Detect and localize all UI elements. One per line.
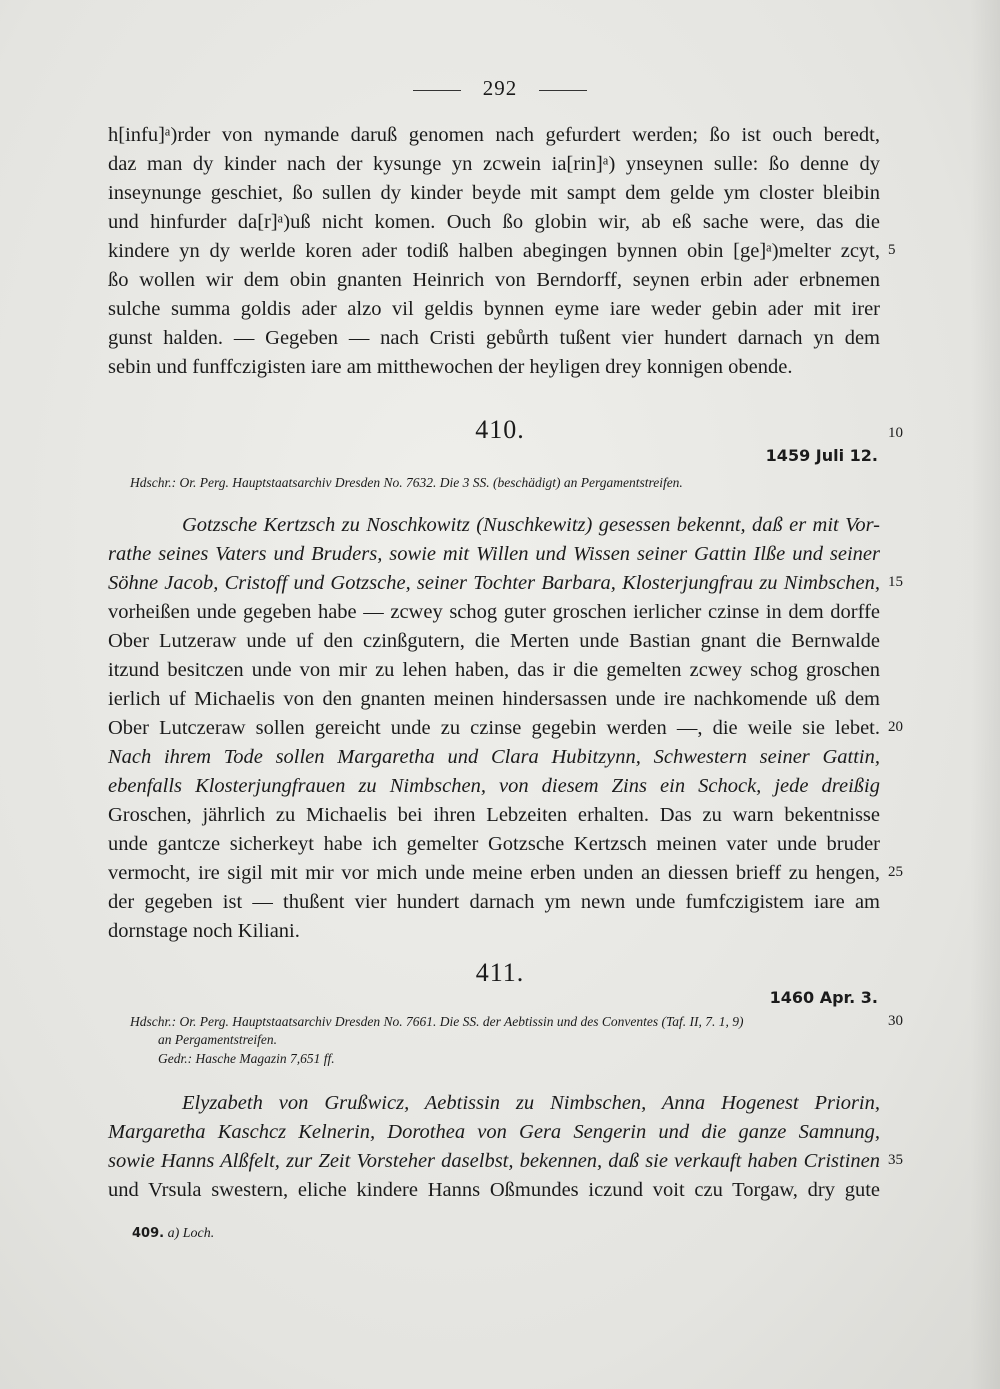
document-number: 410.	[475, 415, 525, 444]
text-line: daz man dy kinder nach der kysunge yn zcwein ia[rin]ᵃ) ynseynen sulle: ßo denne dy	[108, 153, 880, 175]
text-line: gunst halden. — Gegeben — nach Cristi gebůrth tußent vier hundert darnach yn dem	[108, 327, 880, 349]
document-date: 1459 Juli 12.	[765, 446, 878, 465]
text-line: und Vrsula swestern, eliche kindere Hanns Oßmundes iczund voit czu Torgaw, dry gute	[108, 1179, 880, 1201]
line-number: 25	[888, 864, 903, 880]
text-line: Margaretha Kaschcz Kelnerin, Dorothea von Gera Sengerin und die ganze Samnung,	[108, 1121, 880, 1143]
line-number: 35	[888, 1152, 903, 1168]
text-line: dornstage noch Kiliani.	[108, 920, 300, 942]
page-number: 292	[482, 76, 518, 100]
text-line: sebin und funffczigisten iare am mitthewochen der heyligen drey konnigen obende.	[108, 356, 793, 378]
text-line: Groschen, jährlich zu Michaelis bei ihren Lebzeiten erhalten. Das zu warn bekentnisse	[108, 804, 880, 826]
text-line: rathe seines Vaters und Bruders, sowie mit Willen und Wissen seiner Gattin Ilße und seiner	[108, 543, 880, 565]
source-note: Hdschr.: Or. Perg. Hauptstaatsarchiv Dresden No. 7661. Die SS. der Aebtissin und des Conventes (Taf. II, 7. 1, 9)	[130, 1014, 744, 1029]
line-number: 15	[888, 574, 903, 590]
text-line: Söhne Jacob, Cristoff und Gotzsche, seiner Tochter Barbara, Klosterjungfrau zu Nimbschen,	[108, 572, 880, 594]
text-line: unde gantcze sicherkeyt habe ich gemelter Gotzsche Kertzsch meinen vater unde bruder	[108, 833, 880, 855]
text-line: ierlich uf Michaelis von den gnanten meinen hindersassen unde ire nachkomende uß dem	[108, 688, 880, 710]
text-line: Ober Lutzeraw unde uf den czinßgutern, die Merten unde Bastian gnant die Bernwalde	[108, 630, 880, 652]
text-line: itzund besitczen unde von mir zu lehen haben, das ir die gemelten zcwey schog groschen	[108, 659, 880, 681]
text-line: h[infu]ᵃ)rder von nymande daruß genomen nach gefurdert werden; ßo ist ouch beredt,	[108, 124, 880, 146]
line-number: 5	[888, 242, 896, 258]
document-number: 411.	[475, 958, 525, 987]
header-rule-left	[413, 90, 461, 91]
text-line: ßo wollen wir dem obin gnanten Heinrich von Berndorff, seynen erbin ader erbnemen	[108, 269, 880, 291]
text-line: vermocht, ire sigil mit mir vor mich unde meine erben unden an diessen brieff zu hengen,	[108, 862, 880, 884]
text-line: vorheißen unde gegeben habe — zcwey schog guter groschen ierlicher czinse in dem dorffe	[108, 601, 880, 623]
header-rule-right	[539, 90, 587, 91]
document-date: 1460 Apr. 3.	[769, 988, 878, 1007]
text-line: kindere yn dy werlde koren ader todiß halben abegingen bynnen obin [ge]ᵃ)melter zcyt,	[108, 240, 880, 262]
footnote	[132, 1226, 214, 1242]
footnote-text: a) Loch.	[167, 1226, 215, 1241]
text-line: Nach ihrem Tode sollen Margaretha und Clara Hubitzynn, Schwestern seiner Gattin,	[108, 746, 880, 768]
source-note: an Pergamentstreifen.	[158, 1032, 277, 1047]
print-note: Gedr.: Hasche Magazin 7,651 ff.	[158, 1051, 335, 1066]
text-line: der gegeben ist — thußent vier hundert darnach ym newn unde fumfczigistem iare am	[108, 891, 880, 913]
text-line: ebenfalls Klosterjungfrauen zu Nimbschen, von diesem Zins ein Schock, jede dreißig	[108, 775, 880, 797]
footnote-ref: 409.	[132, 1226, 165, 1241]
line-number: 20	[888, 719, 903, 735]
text-line: Elyzabeth von Grußwicz, Aebtissin zu Nimbschen, Anna Hogenest Priorin,	[182, 1092, 880, 1114]
source-note: Hdschr.: Or. Perg. Hauptstaatsarchiv Dresden No. 7632. Die 3 SS. (beschädigt) an Pergamentstreifen.	[130, 475, 683, 490]
line-number: 10	[888, 425, 903, 441]
text-line: Gotzsche Kertzsch zu Noschkowitz (Nuschkewitz) gesessen bekennt, daß er mit Vor-	[182, 514, 880, 536]
text-line: Ober Lutczeraw sollen gereicht unde zu czinse gegebin werden —, die weile sie lebet.	[108, 717, 880, 739]
page-header	[0, 76, 1000, 101]
text-line: sulche summa goldis ader alzo vil geldis bynnen eyme iare weder gebin ader mit irer	[108, 298, 880, 320]
page-edge-shadow	[970, 0, 1000, 1389]
text-line: sowie Hanns Alßfelt, zur Zeit Vorsteher daselbst, bekennen, daß sie verkauft haben Cristinen	[108, 1150, 880, 1172]
line-number: 30	[888, 1013, 903, 1029]
text-line: inseynunge geschiet, ßo sullen dy kinder beyde mit sampt dem gelde ym closter bleibin	[108, 182, 880, 204]
text-line: und hinfurder da[r]ᵃ)uß nicht komen. Ouch ßo globin wir, ab eß sache were, das die	[108, 211, 880, 233]
